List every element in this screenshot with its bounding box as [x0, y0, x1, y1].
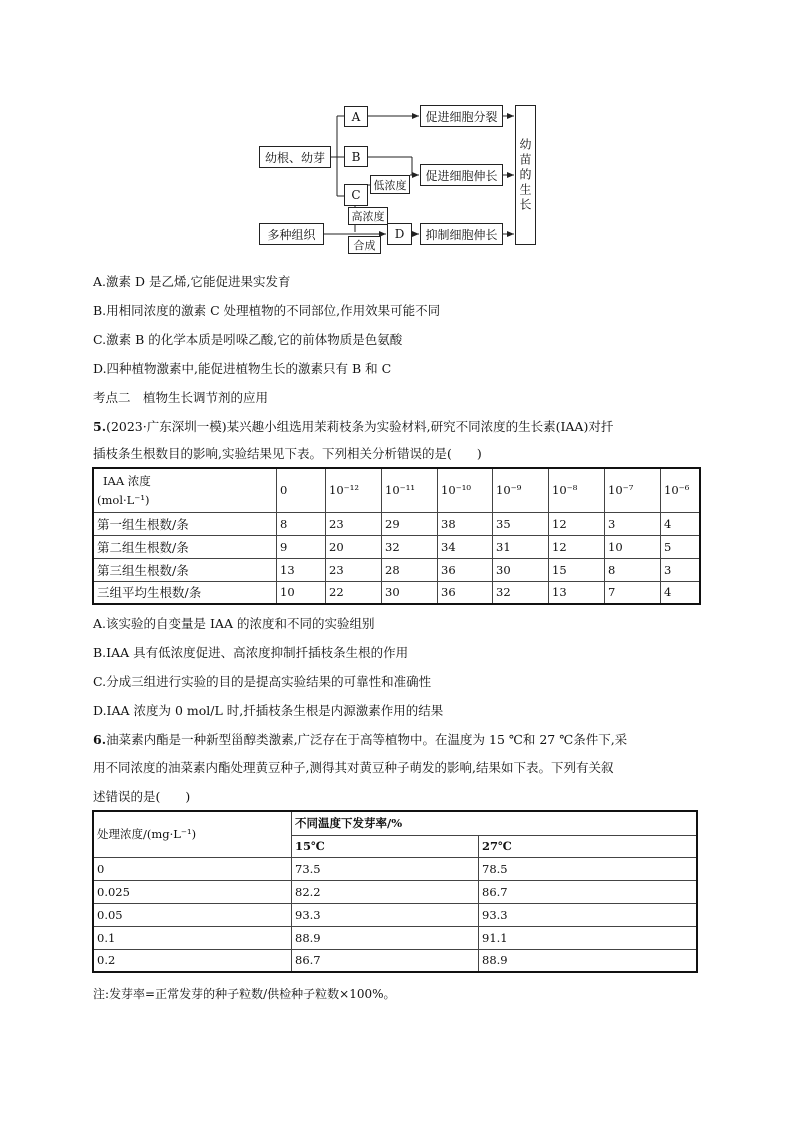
q5-option-a: A.该实验的自变量是 IAA 的浓度和不同的实验组别 — [93, 616, 375, 631]
q5-value-cell: 30 — [382, 581, 438, 604]
q5-value-cell: 22 — [326, 581, 382, 604]
q5-value-cell: 36 — [438, 581, 493, 604]
q6-number: 6. — [93, 732, 107, 747]
q5-value-cell: 30 — [493, 558, 549, 581]
q6-cell-t15: 93.3 — [292, 903, 479, 926]
effect-cell-division-label: 促进细胞分裂 — [425, 109, 498, 124]
q6-stem-line2: 用不同浓度的油菜素内酯处理黄豆种子,测得其对黄豆种子萌发的影响,结果如下表。下列有关叙 — [93, 760, 614, 775]
q5-value-cell: 9 — [277, 535, 326, 558]
source-roots-buds — [259, 146, 331, 168]
q5-header-iaa: IAA 浓度 — [103, 474, 151, 489]
q5-line1-text: (2023·广东深圳一模)某兴趣小组选用茉莉枝条为实验材料,研究不同浓度的生长素(IAA)对扦 — [106, 419, 614, 434]
q6-cell-t27: 93.3 — [479, 903, 698, 926]
q6-cell-conc: 0.2 — [93, 949, 292, 972]
q5-header-unit: (mol·L⁻¹) — [97, 493, 150, 508]
q5-value-cell: 4 — [661, 512, 701, 535]
q5-value-cell: 7 — [605, 581, 661, 604]
q5-header-corner — [93, 468, 277, 512]
q5-conc-cell: 10⁻¹⁰ — [438, 468, 493, 512]
q5-number: 5. — [93, 419, 107, 434]
q4-option-a: A.激素 D 是乙烯,它能促进果实发育 — [93, 274, 291, 289]
q5-conc-cell: 10⁻⁶ — [661, 468, 701, 512]
q6-header-15c: 15℃ — [292, 835, 479, 857]
seedling-growth — [515, 105, 536, 245]
q5-value-cell: 32 — [382, 535, 438, 558]
hormone-c — [344, 184, 368, 206]
q5-row-label: 三组平均生根数/条 — [93, 581, 277, 604]
synthesis-label — [348, 236, 381, 254]
q5-value-cell: 29 — [382, 512, 438, 535]
q6-stem-line1 — [93, 730, 627, 748]
q5-row-label: 第三组生根数/条 — [93, 558, 277, 581]
q6-cell-t15: 73.5 — [292, 857, 479, 880]
q4-option-d: D.四种植物激素中,能促进植物生长的激素只有 B 和 C — [93, 361, 392, 376]
q6-cell-conc: 0.025 — [93, 880, 292, 903]
q5-stem-line1 — [93, 417, 613, 435]
q6-cell-conc: 0.05 — [93, 903, 292, 926]
q6-cell-t15: 88.9 — [292, 926, 479, 949]
q5-table-body — [93, 512, 700, 604]
diagram-connectors — [0, 0, 794, 260]
q5-option-d: D.IAA 浓度为 0 mol/L 时,扦插枝条生根是内源激素作用的结果 — [93, 703, 444, 718]
table-row — [93, 558, 700, 581]
q5-conc-cell: 10⁻¹¹ — [382, 468, 438, 512]
source-tissues-label: 多种组织 — [267, 227, 316, 242]
hormone-c-label: C — [351, 188, 361, 202]
table-row — [93, 926, 697, 949]
q6-header-27c: 27℃ — [479, 835, 698, 857]
q5-conc-cell: 10⁻⁹ — [493, 468, 549, 512]
synthesis-text: 合成 — [353, 239, 376, 252]
q6-note: 注:发芽率=正常发芽的种子粒数/供检种子粒数×100%。 — [93, 987, 396, 1001]
q6-header-germination: 不同温度下发芽率/% — [292, 811, 698, 835]
q4-option-c: C.激素 B 的化学本质是吲哚乙酸,它的前体物质是色氨酸 — [93, 332, 403, 347]
q6-table-body — [93, 857, 697, 972]
q6-cell-t15: 82.2 — [292, 880, 479, 903]
q4-option-b: B.用相同浓度的激素 C 处理植物的不同部位,作用效果可能不同 — [93, 303, 441, 318]
q5-row-label: 第二组生根数/条 — [93, 535, 277, 558]
table-row — [93, 535, 700, 558]
q5-conc-cell: 10⁻¹² — [326, 468, 382, 512]
q5-value-cell: 3 — [605, 512, 661, 535]
q5-value-cell: 4 — [661, 581, 701, 604]
hormone-d — [387, 223, 412, 245]
q6-line1-text: 油菜素内酯是一种新型甾醇类激素,广泛存在于高等植物中。在温度为 15 ℃和 27 ℃条件下,采 — [106, 732, 628, 747]
q5-conc-cell: 0 — [277, 468, 326, 512]
q5-value-cell: 8 — [277, 512, 326, 535]
hormone-a — [344, 106, 368, 127]
table-row — [93, 903, 697, 926]
q6-cell-t27: 91.1 — [479, 926, 698, 949]
q6-cell-t27: 78.5 — [479, 857, 698, 880]
q6-cell-t27: 88.9 — [479, 949, 698, 972]
q5-value-cell: 3 — [661, 558, 701, 581]
q6-cell-conc: 0.1 — [93, 926, 292, 949]
effect-cell-elongation — [420, 164, 503, 186]
q5-value-cell: 12 — [549, 512, 605, 535]
q5-table-header-row — [93, 468, 700, 512]
hormone-a-label: A — [351, 109, 361, 124]
q5-value-cell: 35 — [493, 512, 549, 535]
table-row — [93, 581, 700, 604]
q5-stem-line2: 插枝条生根数目的影响,实验结果见下表。下列相关分析错误的是( ) — [93, 446, 482, 461]
seedling-growth-label: 幼苗的生长 — [518, 137, 532, 213]
q6-table-header-row1 — [93, 811, 697, 835]
q5-value-cell: 31 — [493, 535, 549, 558]
section-title: 考点二 植物生长调节剂的应用 — [93, 390, 269, 405]
q5-value-cell: 8 — [605, 558, 661, 581]
q6-header-conc: 处理浓度/(mg·L⁻¹) — [93, 811, 292, 857]
q5-option-c: C.分成三组进行实验的目的是提高实验结果的可靠性和准确性 — [93, 674, 432, 689]
q5-table — [92, 467, 701, 605]
hormone-d-label: D — [394, 227, 405, 241]
q5-value-cell: 23 — [326, 558, 382, 581]
effect-inhibit-elongation — [420, 223, 503, 245]
q5-conc-cell: 10⁻⁷ — [605, 468, 661, 512]
hormone-b — [344, 146, 368, 167]
effect-cell-elongation-label: 促进细胞伸长 — [425, 168, 498, 183]
q5-value-cell: 28 — [382, 558, 438, 581]
source-tissues — [259, 223, 324, 245]
q5-value-cell: 13 — [277, 558, 326, 581]
q6-cell-t27: 86.7 — [479, 880, 698, 903]
effect-inhibit-elongation-label: 抑制细胞伸长 — [425, 227, 498, 242]
q5-value-cell: 36 — [438, 558, 493, 581]
q5-value-cell: 32 — [493, 581, 549, 604]
q6-cell-conc: 0 — [93, 857, 292, 880]
table-row — [93, 949, 697, 972]
q5-value-cell: 5 — [661, 535, 701, 558]
q5-value-cell: 38 — [438, 512, 493, 535]
q5-value-cell: 15 — [549, 558, 605, 581]
q6-cell-t15: 86.7 — [292, 949, 479, 972]
q5-value-cell: 20 — [326, 535, 382, 558]
q5-value-cell: 23 — [326, 512, 382, 535]
low-concentration-text: 低浓度 — [373, 178, 407, 192]
hormone-b-label: B — [351, 149, 361, 164]
q6-stem-line3: 述错误的是( ) — [93, 789, 191, 804]
low-concentration-label — [370, 175, 410, 194]
q6-table — [92, 810, 698, 973]
q5-value-cell: 34 — [438, 535, 493, 558]
effect-cell-division — [420, 105, 503, 127]
q5-value-cell: 10 — [277, 581, 326, 604]
q5-value-cell: 10 — [605, 535, 661, 558]
q5-value-cell: 13 — [549, 581, 605, 604]
q5-value-cell: 12 — [549, 535, 605, 558]
high-concentration-label — [348, 207, 388, 225]
table-row — [93, 880, 697, 903]
table-row — [93, 857, 697, 880]
source-roots-buds-label: 幼根、幼芽 — [264, 150, 325, 165]
q5-conc-cell: 10⁻⁸ — [549, 468, 605, 512]
table-row — [93, 512, 700, 535]
q5-row-label: 第一组生根数/条 — [93, 512, 277, 535]
q5-option-b: B.IAA 具有低浓度促进、高浓度抑制扦插枝条生根的作用 — [93, 645, 409, 660]
high-concentration-text: 高浓度 — [351, 210, 385, 223]
